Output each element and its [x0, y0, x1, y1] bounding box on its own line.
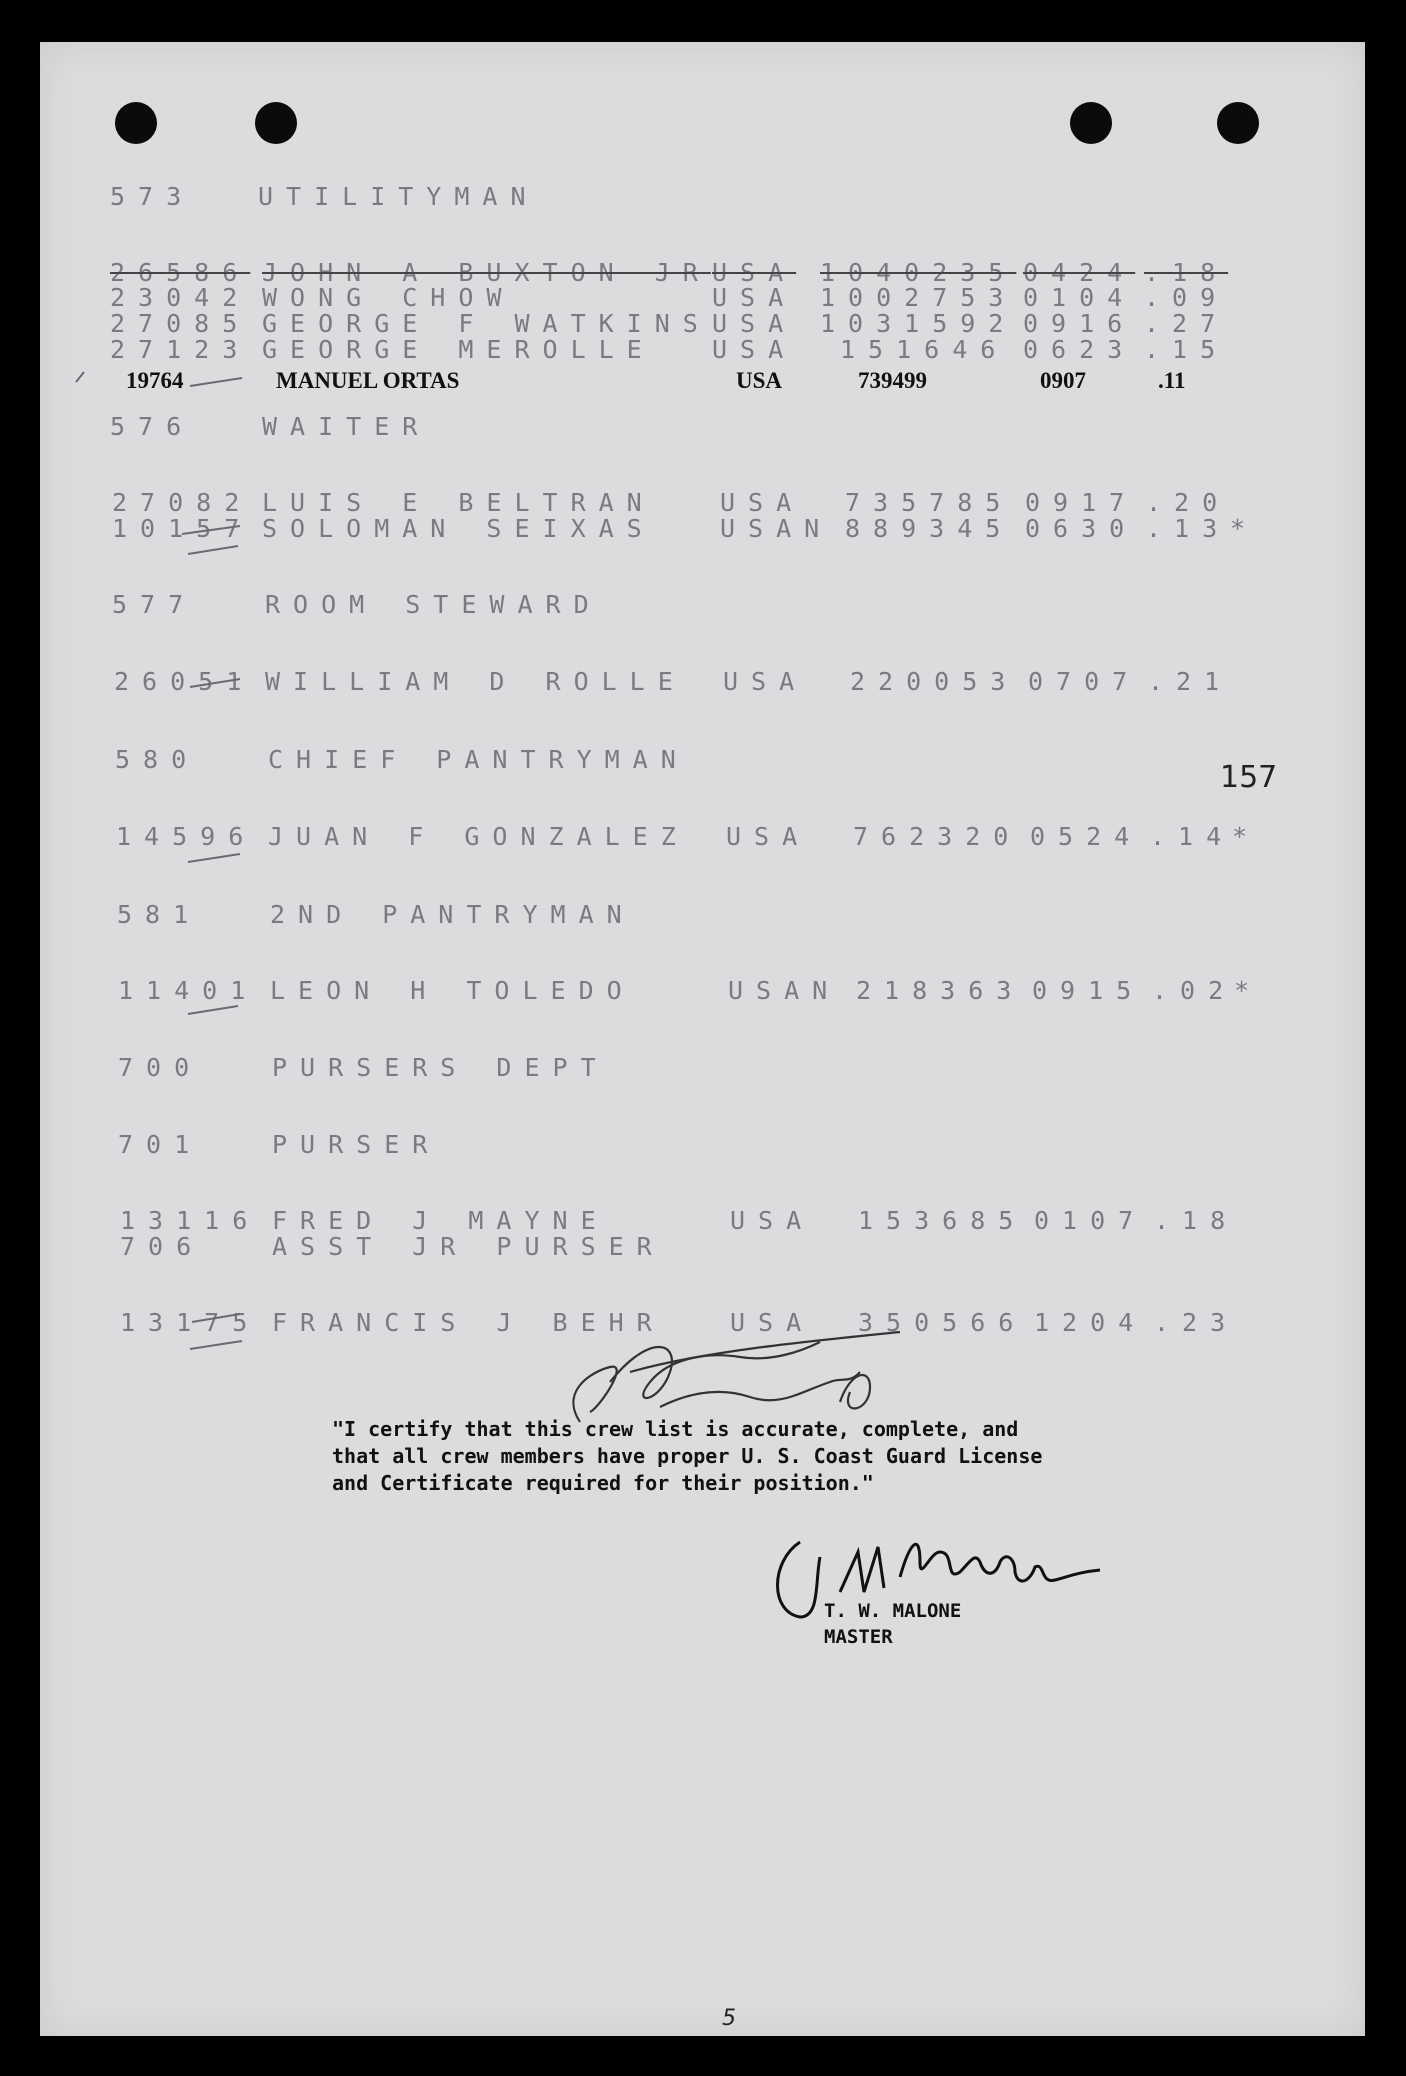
- section-code: 576: [110, 412, 195, 441]
- row-num: .21: [1148, 667, 1233, 696]
- row-cert: 350566: [858, 1308, 1027, 1337]
- row-name: WONG CHOW: [262, 283, 515, 312]
- punch-hole: [1217, 102, 1259, 144]
- signatory-name: T. W. MALONE: [824, 1600, 962, 1622]
- certification-line: and Certificate required for their position.": [332, 1471, 874, 1495]
- section-code: 581: [117, 900, 202, 929]
- row-date: 0424: [1023, 258, 1136, 287]
- row-mark: *: [1234, 976, 1263, 1005]
- row-id: 10157: [112, 514, 253, 543]
- certification-line: "I certify that this crew list is accurate, complete, and: [332, 1417, 1019, 1441]
- row-id: 14596: [116, 822, 257, 851]
- row-num: .13: [1146, 514, 1231, 543]
- added-row-num: .11: [1158, 368, 1186, 393]
- row-name: SOLOMAN SEIXAS: [262, 514, 655, 543]
- section-title: PURSERS DEPT: [272, 1053, 609, 1082]
- row-name: GEORGE MEROLLE: [262, 335, 655, 364]
- row-name: FRED J MAYNE: [272, 1206, 609, 1235]
- crew-list-page: [40, 42, 1365, 2036]
- row-num: .20: [1146, 488, 1231, 517]
- row-date: 0107: [1034, 1206, 1147, 1235]
- row-id: 26051: [114, 667, 255, 696]
- row-nat: USA: [712, 309, 797, 338]
- row-id: 23042: [110, 283, 251, 312]
- row-name: FRANCIS J BEHR: [272, 1308, 665, 1337]
- row-nat: USAN: [728, 976, 841, 1005]
- row-mark: *: [1232, 822, 1261, 851]
- row-cert: 151646: [840, 335, 1009, 364]
- row-nat: USA: [712, 335, 797, 364]
- section-title: PURSER: [272, 1130, 441, 1159]
- row-cert: 153685: [858, 1206, 1027, 1235]
- row-nat: USA: [730, 1206, 815, 1235]
- row-id: 26586: [110, 258, 251, 287]
- row-num: .27: [1144, 309, 1229, 338]
- row-nat: USAN: [720, 514, 833, 543]
- row-date: 0707: [1028, 667, 1141, 696]
- row-cert: 218363: [856, 976, 1025, 1005]
- row-name: JOHN A BUXTON JR: [262, 258, 711, 287]
- row-id: 11401: [118, 976, 259, 1005]
- page-number: 157: [1220, 760, 1278, 795]
- row-mark: *: [1230, 514, 1259, 543]
- footer-mark: 5: [722, 2006, 736, 2031]
- row-cert: 889345: [845, 514, 1014, 543]
- added-row-cert: 739499: [858, 368, 927, 393]
- row-nat: USA: [712, 283, 797, 312]
- row-num: .15: [1144, 335, 1229, 364]
- row-cert: 1040235: [820, 258, 1017, 287]
- row-cert: 762320: [853, 822, 1022, 851]
- row-date: 0915: [1032, 976, 1145, 1005]
- added-row-nat: USA: [736, 368, 783, 393]
- section-title: WAITER: [262, 412, 431, 441]
- row-id: 27082: [112, 488, 253, 517]
- row-id: 13175: [120, 1308, 261, 1337]
- section-title: ROOM STEWARD: [265, 590, 602, 619]
- row-nat: USA: [723, 667, 808, 696]
- row-name: GEORGE F WATKINS: [262, 309, 711, 338]
- punch-hole: [115, 102, 157, 144]
- row-date: 0917: [1025, 488, 1138, 517]
- row-name: JUAN F GONZALEZ: [268, 822, 689, 851]
- row-nat: USA: [720, 488, 805, 517]
- row-date: 0524: [1030, 822, 1143, 851]
- row-name: LEON H TOLEDO: [270, 976, 635, 1005]
- row-date: 0623: [1023, 335, 1136, 364]
- row-num: .18: [1144, 258, 1229, 287]
- row-name: WILLIAM D ROLLE: [265, 667, 686, 696]
- row-date: 0916: [1023, 309, 1136, 338]
- row-date: 1204: [1034, 1308, 1147, 1337]
- row-cert: 1031592: [820, 309, 1017, 338]
- section-code: 706: [120, 1232, 205, 1261]
- signatory-title: MASTER: [824, 1626, 893, 1648]
- added-row-name: MANUEL ORTAS: [276, 368, 460, 393]
- row-date: 0104: [1023, 283, 1136, 312]
- section-code: 580: [115, 745, 200, 774]
- handwritten-initials: [540, 1308, 960, 1432]
- section-title: 2ND PANTRYMAN: [270, 900, 635, 929]
- row-num: .23: [1154, 1308, 1239, 1337]
- punch-hole: [1070, 102, 1112, 144]
- row-num: .14: [1150, 822, 1235, 851]
- row-cert: 1002753: [820, 283, 1017, 312]
- row-nat: USA: [712, 258, 797, 287]
- section-code: 701: [118, 1130, 203, 1159]
- punch-hole: [255, 102, 297, 144]
- section-title: UTILITYMAN: [258, 182, 539, 211]
- certification-line: that all crew members have proper U. S. Coast Guard License: [332, 1444, 1043, 1468]
- section-code: 573: [110, 182, 195, 211]
- row-num: .09: [1144, 283, 1229, 312]
- row-cert: 220053: [850, 667, 1019, 696]
- section-code: 700: [118, 1053, 203, 1082]
- row-num: .18: [1154, 1206, 1239, 1235]
- row-cert: 735785: [845, 488, 1014, 517]
- section-code: 577: [112, 590, 197, 619]
- added-row-date: 0907: [1040, 368, 1086, 393]
- row-nat: USA: [726, 822, 811, 851]
- row-id: 27085: [110, 309, 251, 338]
- section-title: ASST JR PURSER: [272, 1232, 665, 1261]
- row-id: 13116: [120, 1206, 261, 1235]
- section-title: CHIEF PANTRYMAN: [268, 745, 689, 774]
- row-nat: USA: [730, 1308, 815, 1337]
- row-num: .02: [1152, 976, 1237, 1005]
- row-id: 27123: [110, 335, 251, 364]
- added-row-id: 19764: [126, 368, 184, 393]
- row-name: LUIS E BELTRAN: [262, 488, 655, 517]
- row-date: 0630: [1025, 514, 1138, 543]
